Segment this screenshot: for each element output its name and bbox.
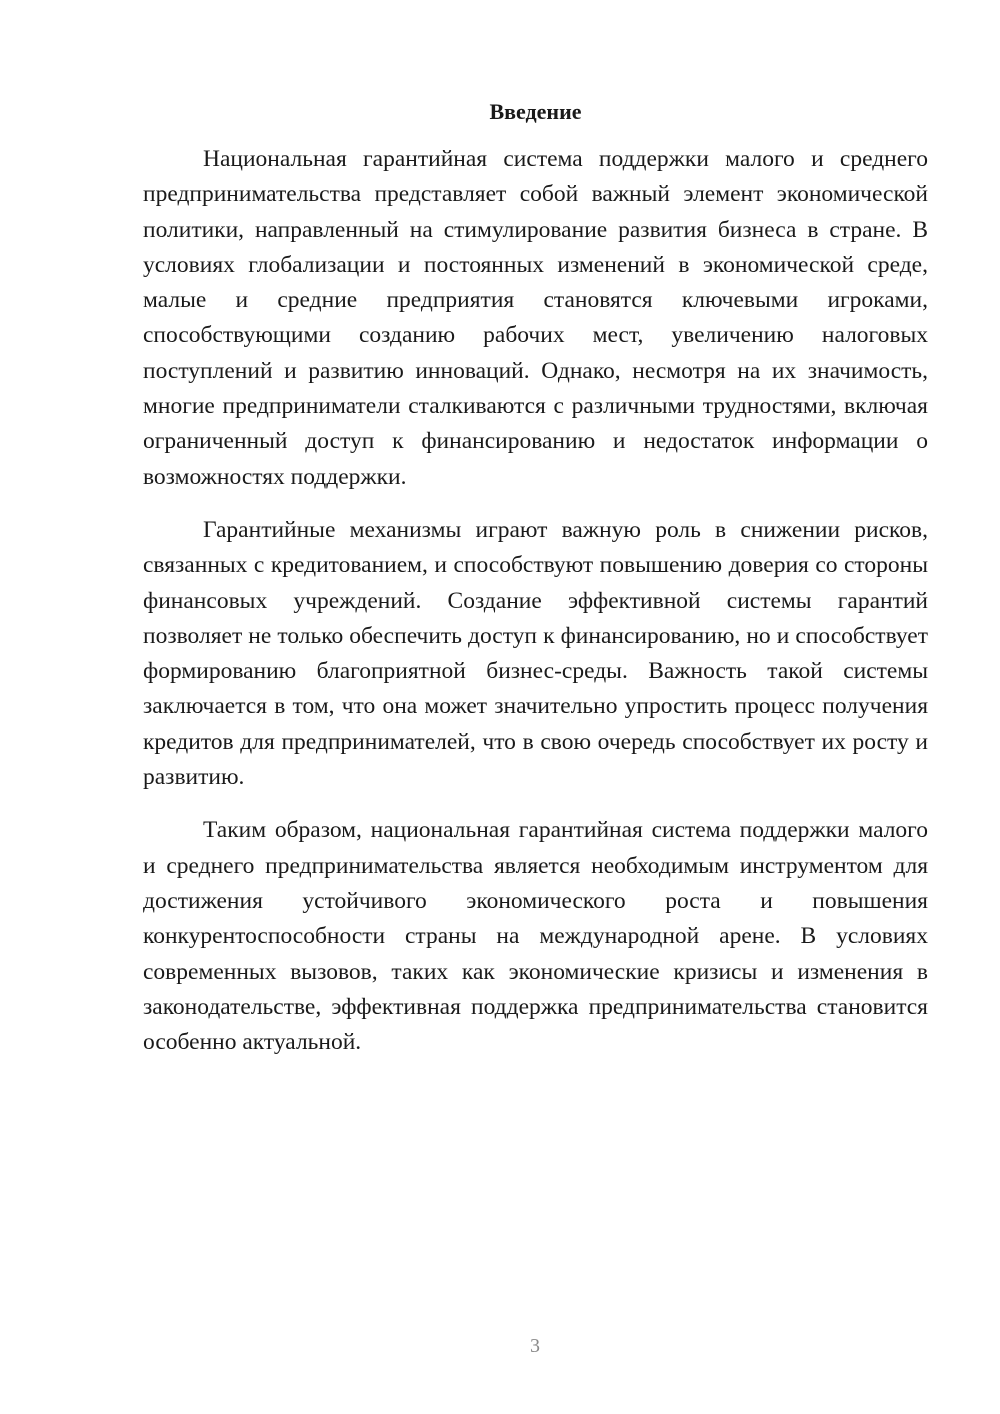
paragraph-3: Таким образом, национальная гарантийная система поддержки малого и среднего предпринимательства является необходимым инструментом для достижения устойчивого экономического роста и повышения конкурентоспособности страны на международной арене. В условиях современных вызовов, таких как экономические кризисы и изменения в законодательстве, эффективная поддержка предпринимательства становится особенно актуальной. [143,817,928,1056]
paragraph-2: Гарантийные механизмы играют важную роль в снижении рисков, связанных с кредитованием, и способствуют повышению доверия со стороны финансовых учреждений. Создание эффективной системы гарантий позволяет не только обеспечить доступ к финансированию, но и способствует формированию благоприятной бизнес-среды. Важность такой системы заключается в том, что она может значительно упростить процесс получения кредитов для предпринимателей, что в свою очередь способствует их росту и развитию. [143,516,928,791]
body-text [143,142,928,1078]
page-number: 3 [530,1335,540,1357]
section-heading: Введение [489,99,582,124]
paragraph-1: Национальная гарантийная система поддержки малого и среднего предпринимательства представляет собой важный элемент экономической политики, направленный на стимулирование развития бизнеса в стране. В условиях глобализации и постоянных изменений в экономической среде, малые и средние предприятия становятся ключевыми игроками, способствующими созданию рабочих мест, увеличению налоговых поступлений и развитию инноваций. Однако, несмотря на их значимость, многие предприниматели сталкиваются с различными трудностями, включая ограниченный доступ к финансированию и недостаток информации о возможностях поддержки. [143,146,928,490]
